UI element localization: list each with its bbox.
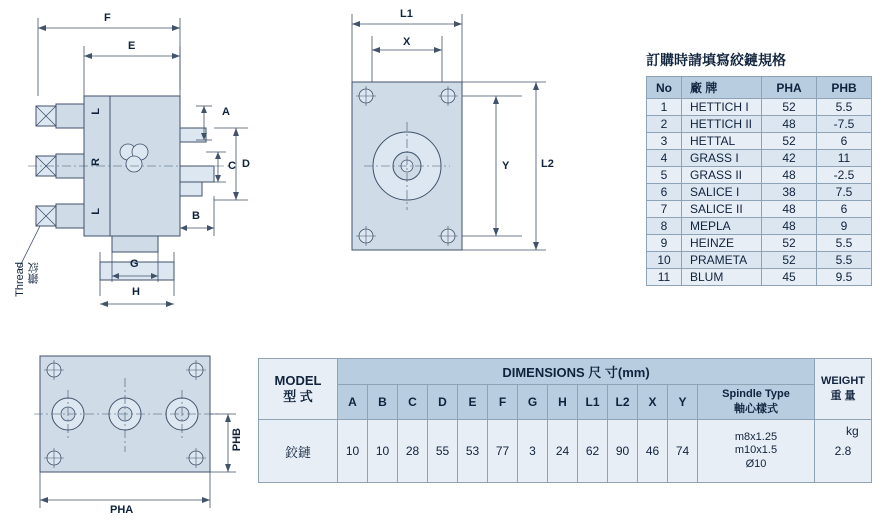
col-header-Y: Y: [668, 385, 698, 420]
spec-cell-brand: HETTICH I: [682, 99, 762, 116]
spec-header-phb: PHB: [817, 77, 872, 99]
spec-cell-pha: 38: [762, 184, 817, 201]
spec-cell-pha: 52: [762, 133, 817, 150]
spec-cell-no: 10: [647, 252, 682, 269]
dim-label-L1: L1: [400, 8, 413, 20]
spec-cell-pha: 45: [762, 269, 817, 286]
dim-table-header-row-2: [259, 385, 872, 420]
spec-cell-no: 1: [647, 99, 682, 116]
table-row: [259, 420, 872, 483]
value-B: 10: [368, 420, 398, 483]
spec-cell-no: 9: [647, 235, 682, 252]
spec-cell-pha: 42: [762, 150, 817, 167]
spec-cell-no: 6: [647, 184, 682, 201]
value-X: 46: [638, 420, 668, 483]
table-row: [647, 201, 872, 218]
spec-cell-brand: HETTAL: [682, 133, 762, 150]
spindle-header: [698, 385, 815, 420]
spec-cell-brand: GRASS I: [682, 150, 762, 167]
spec-cell-no: 2: [647, 116, 682, 133]
spindle-value: [698, 420, 815, 483]
weight-unit-label: kg: [846, 424, 859, 438]
spec-cell-brand: GRASS II: [682, 167, 762, 184]
spec-table-title: 訂購時請填寫絞鏈規格: [646, 52, 786, 68]
spec-cell-phb: 6: [817, 201, 872, 218]
spindle-header-line1: Spindle Type: [722, 388, 790, 400]
model-header: [259, 359, 338, 420]
spec-cell-phb: 5.5: [817, 99, 872, 116]
spec-cell-pha: 52: [762, 235, 817, 252]
value-E: 53: [458, 420, 488, 483]
spec-cell-phb: 9: [817, 218, 872, 235]
col-header-G: G: [518, 385, 548, 420]
spec-cell-brand: SALICE I: [682, 184, 762, 201]
spec-cell-no: 8: [647, 218, 682, 235]
spec-cell-phb: 5.5: [817, 252, 872, 269]
spindle-value-line2: m10x1.5: [734, 444, 778, 457]
spindle-value-line1: m8x1.25: [734, 431, 778, 444]
col-header-X: X: [638, 385, 668, 420]
arm-label-L-bottom: L: [90, 208, 102, 215]
spec-cell-brand: HEINZE: [682, 235, 762, 252]
spec-cell-pha: 48: [762, 201, 817, 218]
col-header-B: B: [368, 385, 398, 420]
col-header-F: F: [488, 385, 518, 420]
spec-cell-phb: 7.5: [817, 184, 872, 201]
value-C: 28: [398, 420, 428, 483]
spec-cell-brand: MEPLA: [682, 218, 762, 235]
weight-value: 2.8: [815, 420, 872, 483]
spec-cell-brand: SALICE II: [682, 201, 762, 218]
spec-cell-phb: -7.5: [817, 116, 872, 133]
value-F: 77: [488, 420, 518, 483]
value-A: 10: [338, 420, 368, 483]
table-row: [647, 99, 872, 116]
dim-label-L2: L2: [541, 158, 554, 170]
top-view-drawing: [20, 348, 250, 528]
spec-cell-phb: 9.5: [817, 269, 872, 286]
spec-cell-pha: 48: [762, 218, 817, 235]
spindle-value-line3: Ø10: [745, 457, 767, 470]
col-header-C: C: [398, 385, 428, 420]
value-L1: 62: [578, 420, 608, 483]
thread-note-line2: 鑽紋: [28, 262, 40, 284]
model-value: 鉸鏈: [259, 420, 338, 483]
table-row: [647, 235, 872, 252]
spec-cell-no: 11: [647, 269, 682, 286]
spec-cell-brand: PRAMETA: [682, 252, 762, 269]
spec-header-pha: PHA: [762, 77, 817, 99]
value-Y: 74: [668, 420, 698, 483]
model-header-line1: MODEL: [274, 372, 322, 388]
table-row: [647, 116, 872, 133]
weight-header-line2: 重 量: [830, 390, 856, 402]
weight-header: [815, 359, 872, 420]
spec-cell-no: 7: [647, 201, 682, 218]
table-row: [647, 269, 872, 286]
col-header-L1: L1: [578, 385, 608, 420]
hinge-spec-table: [646, 76, 872, 286]
dim-label-X: X: [403, 36, 411, 48]
spec-cell-no: 4: [647, 150, 682, 167]
col-header-D: D: [428, 385, 458, 420]
dim-label-PHB: PHB: [231, 428, 243, 452]
spindle-header-line2: 軸心樣式: [734, 403, 778, 415]
dimensions-table: [258, 358, 872, 485]
spec-table-header-row: [647, 77, 872, 99]
value-G: 3: [518, 420, 548, 483]
spec-header-brand: 廠 牌: [682, 77, 762, 99]
dim-label-B: B: [192, 210, 200, 222]
spec-cell-phb: -2.5: [817, 167, 872, 184]
spec-cell-phb: 6: [817, 133, 872, 150]
spec-cell-pha: 48: [762, 167, 817, 184]
table-row: [647, 133, 872, 150]
col-header-L2: L2: [608, 385, 638, 420]
front-view-svg: [0, 0, 250, 340]
arm-label-L-top: L: [90, 108, 102, 115]
thread-note-line1: Thread: [14, 262, 26, 297]
dim-label-Y: Y: [502, 160, 510, 172]
table-row: [647, 167, 872, 184]
dim-label-C: C: [228, 160, 236, 172]
dim-label-E: E: [128, 40, 136, 52]
col-header-H: H: [548, 385, 578, 420]
value-L2: 90: [608, 420, 638, 483]
spec-cell-phb: 5.5: [817, 235, 872, 252]
front-view-drawing: [0, 0, 250, 340]
side-view-drawing: [330, 0, 570, 290]
table-row: [647, 150, 872, 167]
spec-cell-brand: HETTICH II: [682, 116, 762, 133]
weight-header-line1: WEIGHT: [821, 375, 865, 387]
col-header-A: A: [338, 385, 368, 420]
spec-cell-phb: 11: [817, 150, 872, 167]
spec-cell-no: 3: [647, 133, 682, 150]
value-D: 55: [428, 420, 458, 483]
spec-cell-pha: 52: [762, 99, 817, 116]
top-view-svg: [20, 348, 250, 528]
dim-label-A: A: [222, 106, 230, 118]
spec-cell-brand: BLUM: [682, 269, 762, 286]
spec-cell-pha: 52: [762, 252, 817, 269]
spec-cell-no: 5: [647, 167, 682, 184]
dim-label-D: D: [242, 158, 250, 170]
spec-cell-pha: 48: [762, 116, 817, 133]
dim-label-G: G: [130, 258, 139, 270]
dim-label-H: H: [132, 286, 140, 298]
dim-table-header-row-1: [259, 359, 872, 385]
value-H: 24: [548, 420, 578, 483]
table-row: [647, 184, 872, 201]
table-row: [647, 218, 872, 235]
model-header-line2: 型 式: [283, 389, 313, 404]
arm-label-R: R: [90, 158, 102, 166]
dim-label-F: F: [104, 12, 111, 24]
spec-header-no: No: [647, 77, 682, 99]
table-row: [647, 252, 872, 269]
side-view-svg: [330, 0, 570, 290]
col-header-E: E: [458, 385, 488, 420]
dimensions-header: DIMENSIONS 尺 寸(mm): [338, 359, 815, 385]
dim-label-PHA: PHA: [110, 504, 134, 516]
dim-table-unit-row: [259, 483, 872, 486]
